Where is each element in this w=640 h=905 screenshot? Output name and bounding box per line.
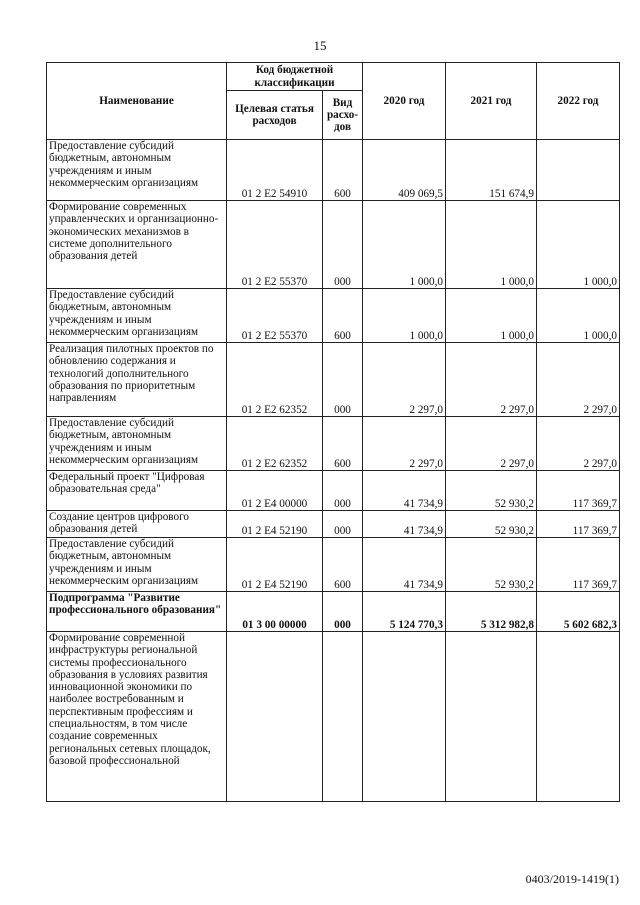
row-name: Федеральный проект "Цифровая образовательная среда"	[47, 471, 227, 511]
row-2022: 2 297,0	[537, 417, 620, 471]
row-2020: 409 069,5	[363, 140, 446, 201]
row-code: 01 2 E2 55370	[227, 201, 323, 289]
row-2021: 1 000,0	[446, 289, 537, 343]
row-name: Реализация пилотных проектов по обновлению содержания и технологий дополнительного образования по приоритетным направлениям	[47, 343, 227, 417]
header-2022: 2022 год	[537, 63, 620, 140]
row-vid: 600	[323, 289, 363, 343]
row-name: Предоставление субсидий бюджетным, автономным учреждениям и иным некоммерческим организациям	[47, 538, 227, 592]
table-row	[47, 289, 620, 343]
row-vid: 000	[323, 201, 363, 289]
table-row	[47, 471, 620, 511]
row-vid: 000	[323, 471, 363, 511]
row-code: 01 2 E2 62352	[227, 417, 323, 471]
table-row	[47, 417, 620, 471]
row-2022: 117 369,7	[537, 538, 620, 592]
row-name: Подпрограмма "Развитие профессионального образования"	[47, 592, 227, 632]
row-2022	[537, 632, 620, 802]
header-target: Целевая статья расходов	[227, 91, 323, 140]
row-2020: 5 124 770,3	[363, 592, 446, 632]
header-name: Наименование	[47, 63, 227, 140]
row-vid: 600	[323, 538, 363, 592]
table-row	[47, 538, 620, 592]
page-number: 15	[313, 38, 327, 53]
row-name: Предоставление субсидий бюджетным, автономным учреждениям и иным некоммерческим организациям	[47, 289, 227, 343]
row-2021: 151 674,9	[446, 140, 537, 201]
header-vid: Вид расхо-дов	[323, 91, 363, 140]
row-code: 01 2 E2 54910	[227, 140, 323, 201]
row-2020	[363, 632, 446, 802]
header-2020: 2020 год	[363, 63, 446, 140]
table-body	[47, 140, 620, 802]
row-2021	[446, 632, 537, 802]
row-2021: 52 930,2	[446, 538, 537, 592]
table-row	[47, 140, 620, 201]
row-vid: 600	[323, 417, 363, 471]
header-kbk: Код бюджетной классификации	[227, 63, 363, 91]
row-2021: 52 930,2	[446, 471, 537, 511]
row-2022: 117 369,7	[537, 471, 620, 511]
row-code: 01 2 E2 55370	[227, 289, 323, 343]
row-code: 01 2 E4 00000	[227, 471, 323, 511]
budget-table	[46, 62, 620, 802]
row-2021: 2 297,0	[446, 417, 537, 471]
row-2021: 5 312 982,8	[446, 592, 537, 632]
row-2021: 52 930,2	[446, 511, 537, 538]
row-code: 01 2 E4 52190	[227, 538, 323, 592]
row-2022: 1 000,0	[537, 289, 620, 343]
document-code: 0403/2019-1419(1)	[525, 872, 619, 886]
table-row	[47, 343, 620, 417]
row-2020: 1 000,0	[363, 289, 446, 343]
row-2022: 5 602 682,3	[537, 592, 620, 632]
row-2021: 2 297,0	[446, 343, 537, 417]
row-vid: 000	[323, 511, 363, 538]
row-2020: 41 734,9	[363, 538, 446, 592]
row-2020: 41 734,9	[363, 471, 446, 511]
row-vid: 000	[323, 343, 363, 417]
row-code	[227, 632, 323, 802]
row-2020: 2 297,0	[363, 343, 446, 417]
row-name: Предоставление субсидий бюджетным, автономным учреждениям и иным некоммерческим организациям	[47, 417, 227, 471]
row-2022: 1 000,0	[537, 201, 620, 289]
table-row	[47, 201, 620, 289]
row-2022: 117 369,7	[537, 511, 620, 538]
row-2020: 1 000,0	[363, 201, 446, 289]
row-code: 01 2 E4 52190	[227, 511, 323, 538]
row-vid: 600	[323, 140, 363, 201]
row-2021: 1 000,0	[446, 201, 537, 289]
row-2022	[537, 140, 620, 201]
row-name: Формирование современных управленческих и организационно-экономических механизмов в системе дополнительного образования детей	[47, 201, 227, 289]
row-vid	[323, 632, 363, 802]
row-2020: 2 297,0	[363, 417, 446, 471]
table-row	[47, 592, 620, 632]
row-code: 01 3 00 00000	[227, 592, 323, 632]
row-2022: 2 297,0	[537, 343, 620, 417]
row-code: 01 2 E2 62352	[227, 343, 323, 417]
row-name: Создание центров цифрового образования детей	[47, 511, 227, 538]
row-vid: 000	[323, 592, 363, 632]
table-row	[47, 632, 620, 802]
row-name: Предоставление субсидий бюджетным, автономным учреждениям и иным некоммерческим организациям	[47, 140, 227, 201]
row-name: Формирование современной инфраструктуры региональной системы профессионального образования в условиях развития инновационной экономики по наиболее востребованным и перспективным профессиям и специальностям, в том числе создание современных региональных сетевых площадок, базовой профессиональной	[47, 632, 227, 802]
header-2021: 2021 год	[446, 63, 537, 140]
table-row	[47, 511, 620, 538]
row-2020: 41 734,9	[363, 511, 446, 538]
